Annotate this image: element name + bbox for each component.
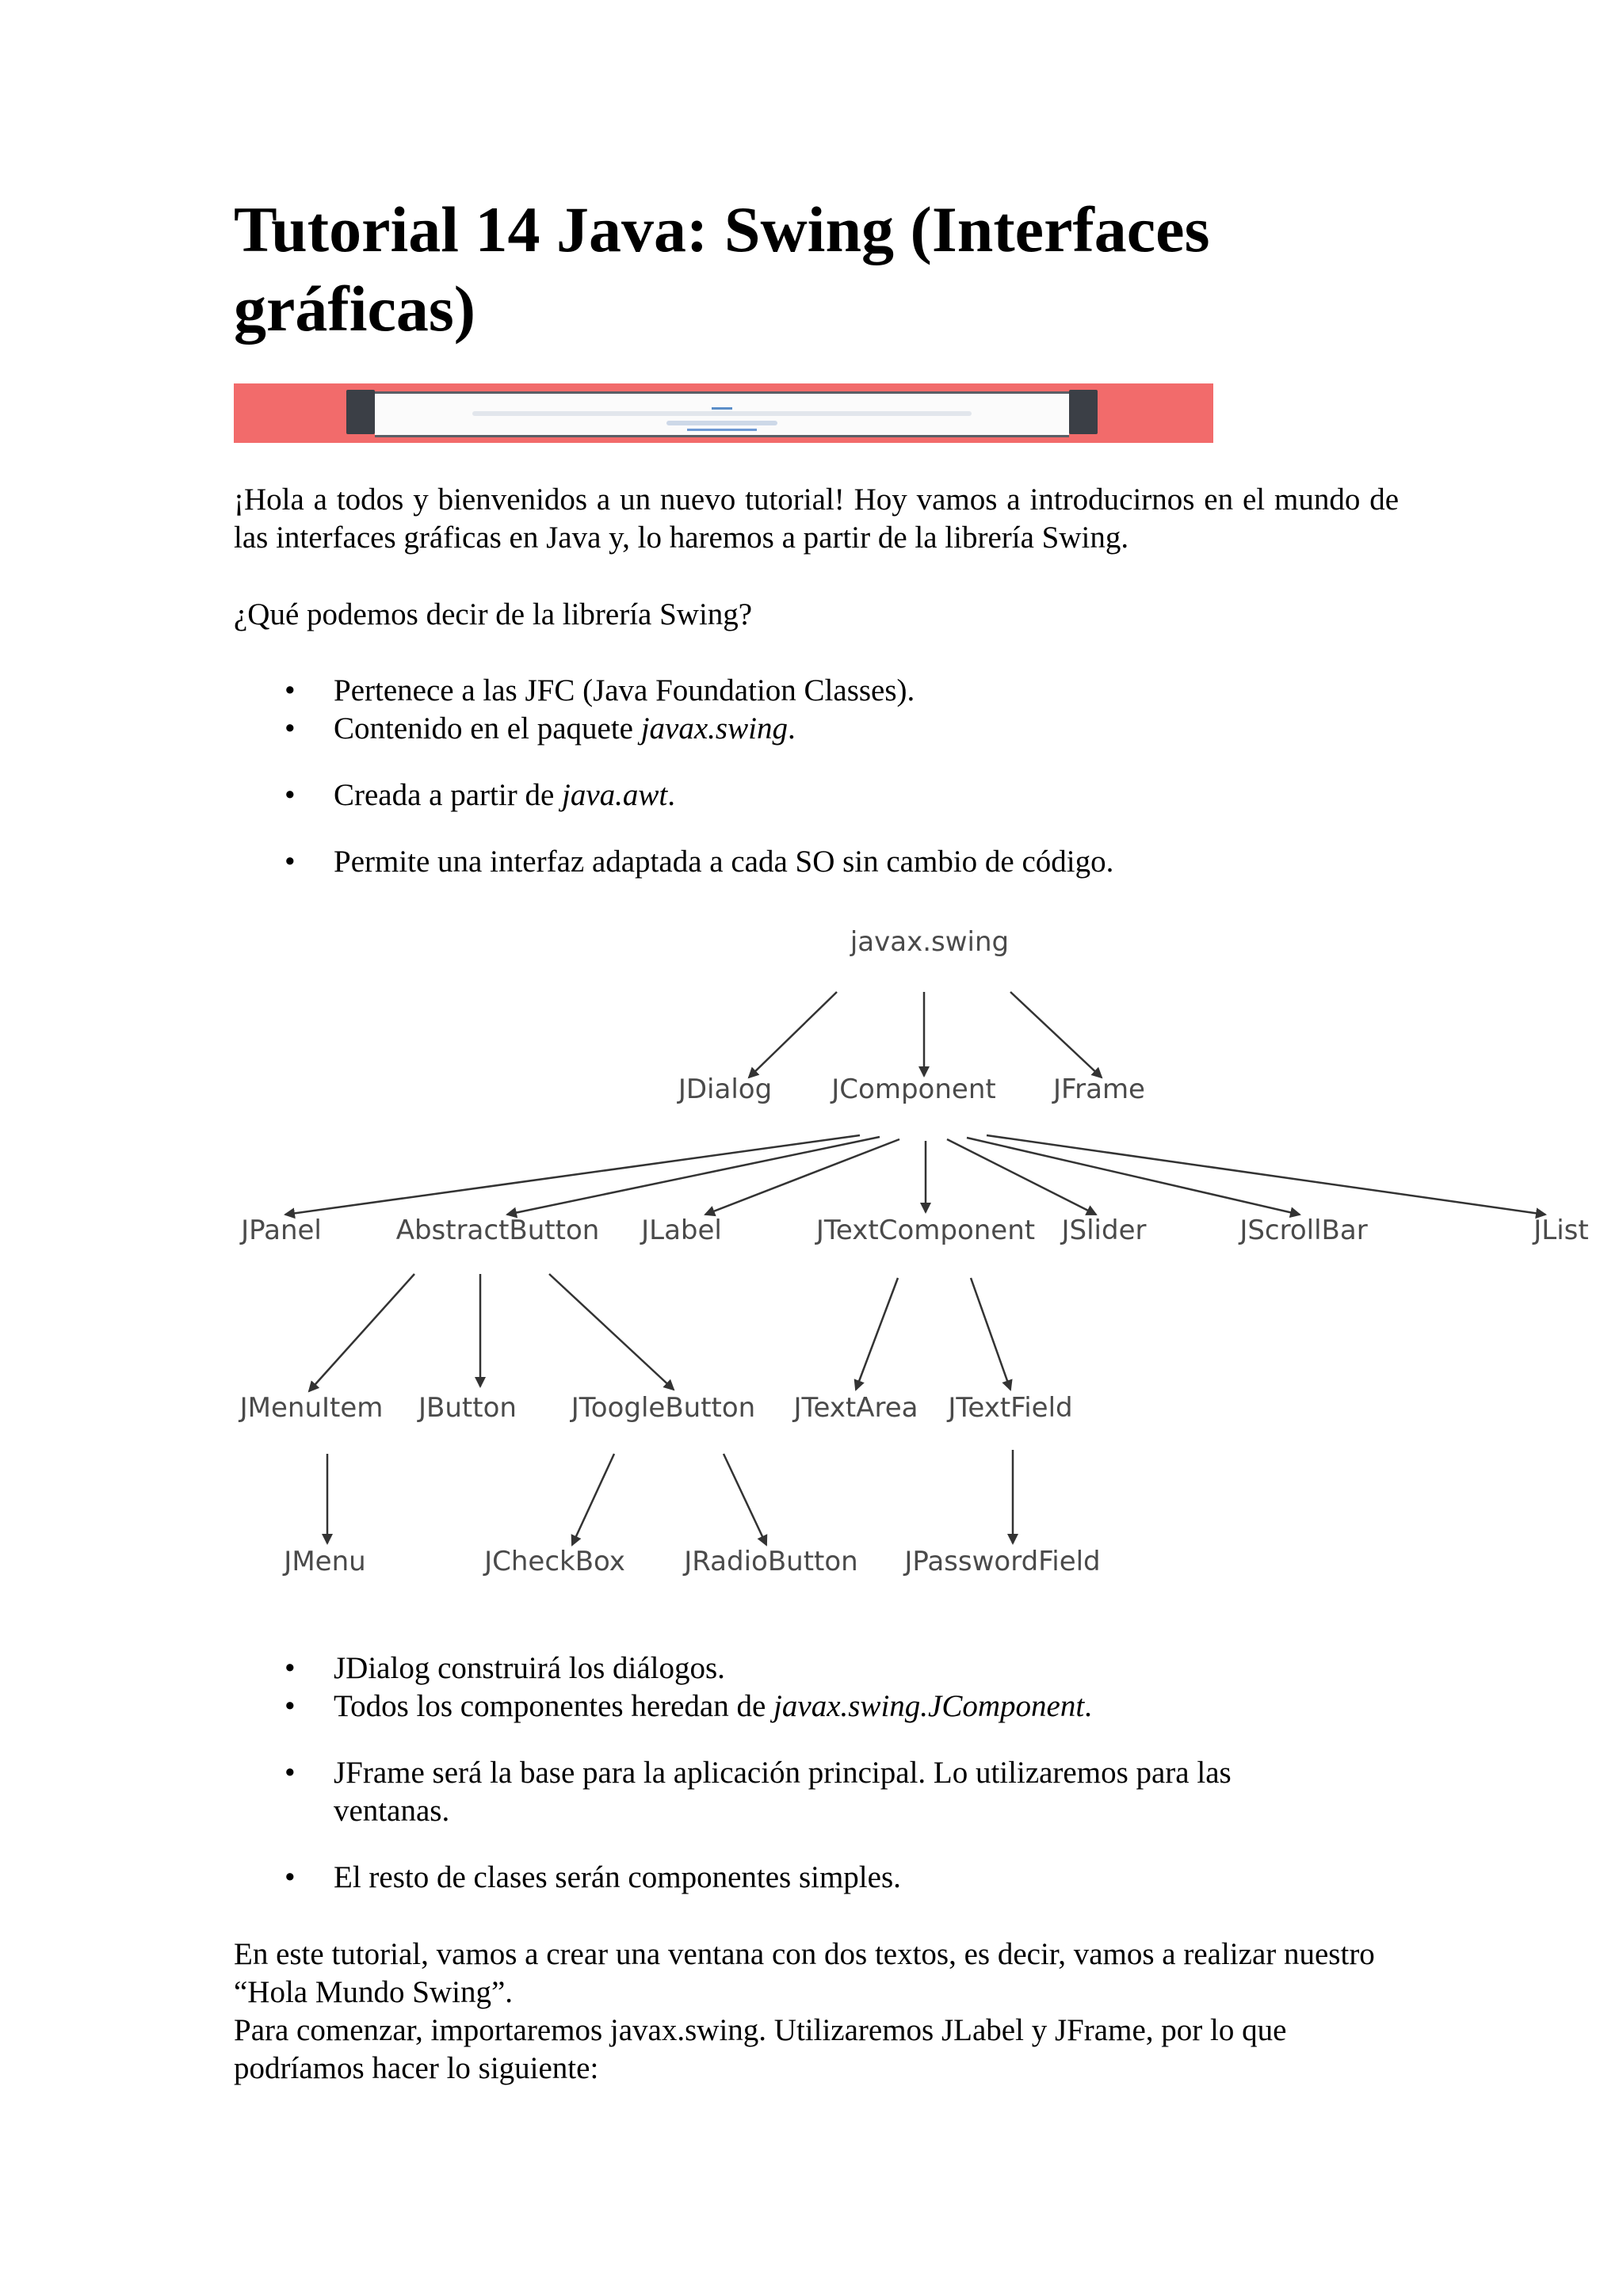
features-list — [234, 672, 1399, 881]
closing-paragraph-2: Para comenzar, importaremos javax.swing. Utilizaremos JLabel y JFrame, por lo que podríamos hacer lo siguiente: — [234, 2013, 1287, 2085]
node-jframe: JFrame — [1053, 1074, 1145, 1105]
list-item: • Creada a partir de java.awt. — [234, 776, 1399, 814]
list-item: • JFrame será la base para la aplicación principal. Lo utilizaremos para las ventanas. — [234, 1754, 1399, 1830]
node-jtextcomponent: JTextComponent — [815, 1215, 1036, 1246]
question-paragraph: ¿Qué podemos decir de la librería Swing? — [234, 597, 753, 631]
list-item: • Permite una interfaz adaptada a cada SO sin cambio de código. — [234, 843, 1399, 881]
arrow — [856, 1278, 898, 1390]
list-item: • Todos los componentes heredan de javax.swing.JComponent. — [234, 1688, 1399, 1726]
arrow — [1010, 992, 1102, 1077]
node-jscrollbar: JScrollBar — [1239, 1215, 1368, 1246]
arrow — [967, 1138, 1300, 1215]
arrow — [285, 1135, 860, 1215]
node-jradiobutton: JRadioButton — [684, 1546, 858, 1577]
node-jmenu: JMenu — [284, 1546, 366, 1577]
closing-paragraph-1: En este tutorial, vamos a crear una ventana con dos textos, es decir, vamos a realizar nuestro “Hola Mundo Swing”. — [234, 1937, 1375, 2009]
list-item: • JDialog construirá los diálogos. — [234, 1650, 1399, 1688]
node-jcheckbox: JCheckBox — [484, 1546, 625, 1577]
swing-class-hierarchy-diagram — [230, 911, 1609, 1608]
node-jtextfield: JTextField — [948, 1392, 1073, 1424]
arrow — [572, 1454, 614, 1545]
node-jpasswordfield: JPasswordField — [904, 1546, 1101, 1577]
node-jslider: JSlider — [1061, 1215, 1147, 1246]
page-title: Tutorial 14 Java: Swing (Interfaces gráficas) — [234, 193, 1210, 345]
arrow — [549, 1274, 674, 1390]
node-jdialog: JDialog — [678, 1074, 773, 1105]
arrow — [971, 1278, 1010, 1390]
notes-list — [234, 1650, 1399, 1897]
node-jlabel: JLabel — [641, 1215, 722, 1246]
list-item: • El resto de clases serán componentes simples. — [234, 1859, 1399, 1897]
arrow — [749, 992, 837, 1077]
intro-paragraph: ¡Hola a todos y bienvenidos a un nuevo tutorial! Hoy vamos a introducirnos en el mundo de las interfaces gráficas en Java y, lo haremos a partir de la librería Swing. — [234, 482, 1399, 555]
list-item: • Contenido en el paquete javax.swing. — [234, 710, 1399, 748]
node-jtooglebutton: JToogleButton — [571, 1392, 756, 1424]
logo-icon — [712, 396, 732, 410]
list-item: • Pertenece a las JFC (Java Foundation Classes). — [234, 672, 1399, 710]
node-jtextarea: JTextArea — [793, 1392, 918, 1424]
node-jlist: JList — [1533, 1215, 1589, 1246]
arrow — [705, 1139, 899, 1215]
node-abstractbutton: AbstractButton — [395, 1215, 600, 1246]
node-jbutton: JButton — [418, 1392, 517, 1424]
tutorial-banner-image — [234, 383, 1213, 443]
node-jmenuitem: JMenuItem — [239, 1392, 384, 1424]
node-jcomponent: JComponent — [831, 1074, 996, 1105]
node-jpanel: JPanel — [241, 1215, 322, 1246]
node-javax-swing: javax.swing — [850, 926, 1010, 958]
arrow — [309, 1274, 414, 1391]
arrow — [724, 1454, 766, 1545]
